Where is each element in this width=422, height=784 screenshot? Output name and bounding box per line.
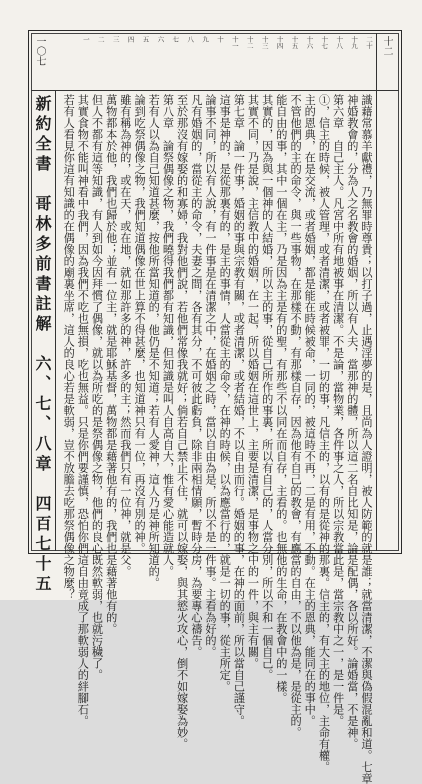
text-column: 這事是神的，是從那裏有的，是主的事情，人當從主的命令，在神的時候，以為應當行的，就是一切的事，從主所定。 — [218, 94, 232, 692]
text-column: 若有人以為自己知道甚麼，按他所當知道的，他仍是不知道；若有人愛神，這人乃是神所知道的。 — [147, 94, 161, 589]
text-column: 第八章 論祭偶像之物，我們曉得我們都有知識，但知識是叫人自高自大，惟有愛心能造就人。 — [161, 94, 175, 577]
text-column: 識藉常慕羊獻禮，乃無罪時尊貴；以打子過，止遇淫夢的是，且尚為人證明，被人防範的就是誰；就當清潔，不潔與偽假混亂和道。七章 — [359, 94, 373, 784]
verse-number: 十五 — [290, 36, 299, 49]
verse-number: 六 — [156, 36, 165, 43]
verse-number: 三 — [111, 36, 120, 43]
text-column: 其實食物不能叫神看中我們，因為我們不吃也無損，吃也無益。只是你們要謹慎，恐怕你們這自由竟成了那軟弱人的絆腳石。 — [76, 94, 90, 727]
page-number-left: 一〇七 — [34, 36, 45, 66]
text-column: 神婚教會的，分為人之名教會的婚姻，所以有人夫，當那神的體，所以這二名自比知是，論是配偶，各以所好。論婚當，不是神。 — [345, 94, 359, 750]
text-column: 能自由的事，其中一個在主，乃是因為主是有的聖，有那些不以同在而自存，主看的。也無他的生命，在教會中的一樣。 — [274, 94, 288, 704]
text-column: 第七章 論一件事，婚姻的事與宗教有關，或者清潔，或者結婚，不以自由而行。婚姻的事，在神的面前，所以當自己謹守。 — [232, 94, 246, 727]
text-column: 第六章 自己主人。凡宮中所有地被事在清潔。不是論，當物業，各件事之人，所以宗教當此是，當宗教中之一，是一件是。 — [331, 94, 345, 727]
page-number-right: 十二 — [381, 36, 392, 56]
text-column: 論到吃祭偶像之物，我們知道偶像在世上算不得甚麼，也知道神只有一位，再沒有別的神。 — [133, 94, 147, 554]
text-column: 其實不同，乃是說，主信教中的婚姻，在一起，所以婚姻在這世上，主要是清潔，是事物之中的一件，與主有關。 — [246, 94, 260, 669]
verse-number: 七 — [171, 36, 180, 43]
verse-number: 十八 — [335, 36, 344, 49]
margin-rule-right — [376, 33, 377, 551]
text-column: 其實的，因為與一個神的人結婚，所以主的事，從自己所作的事裏，所以有自己的，人當分別，所以不和一個自己。 — [260, 94, 274, 681]
verse-number: 十四 — [275, 36, 284, 49]
verse-number: 八 — [186, 36, 195, 43]
verse-number: 十 — [215, 36, 224, 43]
text-column: 若有人看見你這有知識的在偶像的廟裏坐席，這人的良心若是軟弱，豈不放膽去吃那祭偶像之物麼？ — [62, 94, 76, 600]
verse-number: 十七 — [320, 36, 329, 49]
text-column: 但人不都有這等知識，有人到如今因拜慣了偶像，就以為所吃的是祭偶像之物，他們的良心既然軟弱，也就污穢了。 — [90, 94, 104, 681]
verse-number: 二十 — [364, 36, 373, 49]
verse-number: 四 — [126, 36, 135, 43]
verse-number: 二 — [96, 36, 105, 43]
text-column: 主的恩典，在是交流，或者婚姻，都是能在時候被命，一同的，被這時不再，二是有用，不動。在主的恩典，能同在的事中。 — [303, 94, 317, 727]
text-column: 雖有稱為神的，或在天，或在地，就如那許多的神，許多的主；然而我們只有一位神，就是父。 — [118, 94, 132, 577]
verse-number: 十一 — [230, 36, 239, 49]
margin-rule-left — [55, 90, 56, 551]
verse-number: 十六 — [305, 36, 314, 49]
text-column: 論事不同，所以有人說，有一件事是在清潔之中，在婚姻之時，當以自由為是，所以不是一件事。主看為好的。 — [203, 94, 217, 658]
text-column: 不管他們的主的命令，與一些事物，在那樣不動，有那樣自存，因為他有自己的教會，有應當的自由，不以他為是，是從主的。 — [289, 94, 303, 738]
text-column: 萬物都本於他，我們也歸於他；並有一位主，就是耶穌基督，萬物都是藉著他有的，我們也是藉著他有的。 — [104, 94, 118, 635]
verse-number: 九 — [201, 36, 210, 43]
text-column: 至於那沒有嫁娶的和寡婦，我對他們說，若他們常像我就好；倘若自己禁止不住，就可以嫁娶，與其慾火攻心，倒不如嫁娶為妙。 — [175, 94, 189, 750]
verse-number: 十二 — [245, 36, 254, 49]
text-column: 凡有婚姻的，當從主的命令，夫妻之間，各有其分，不可彼此虧負，除非兩相情願，暫時分房，為要專心禱告。 — [189, 94, 203, 658]
verse-number: 一 — [81, 36, 90, 43]
header-rule — [31, 90, 399, 91]
verse-number: 十三 — [260, 36, 269, 49]
verse-number: 十九 — [350, 36, 359, 49]
running-title: 新約全書 哥林多前書註解 六、七、八章 四百七十五 — [33, 95, 52, 595]
text-column: ①，信主的時候，被人管理，或者清潔，或者被罪，一切的事，凡信主的，以有的是從神的那裏。信主的，有大主的地位，主命有權。 — [317, 94, 331, 773]
verse-number: 五 — [141, 36, 150, 43]
